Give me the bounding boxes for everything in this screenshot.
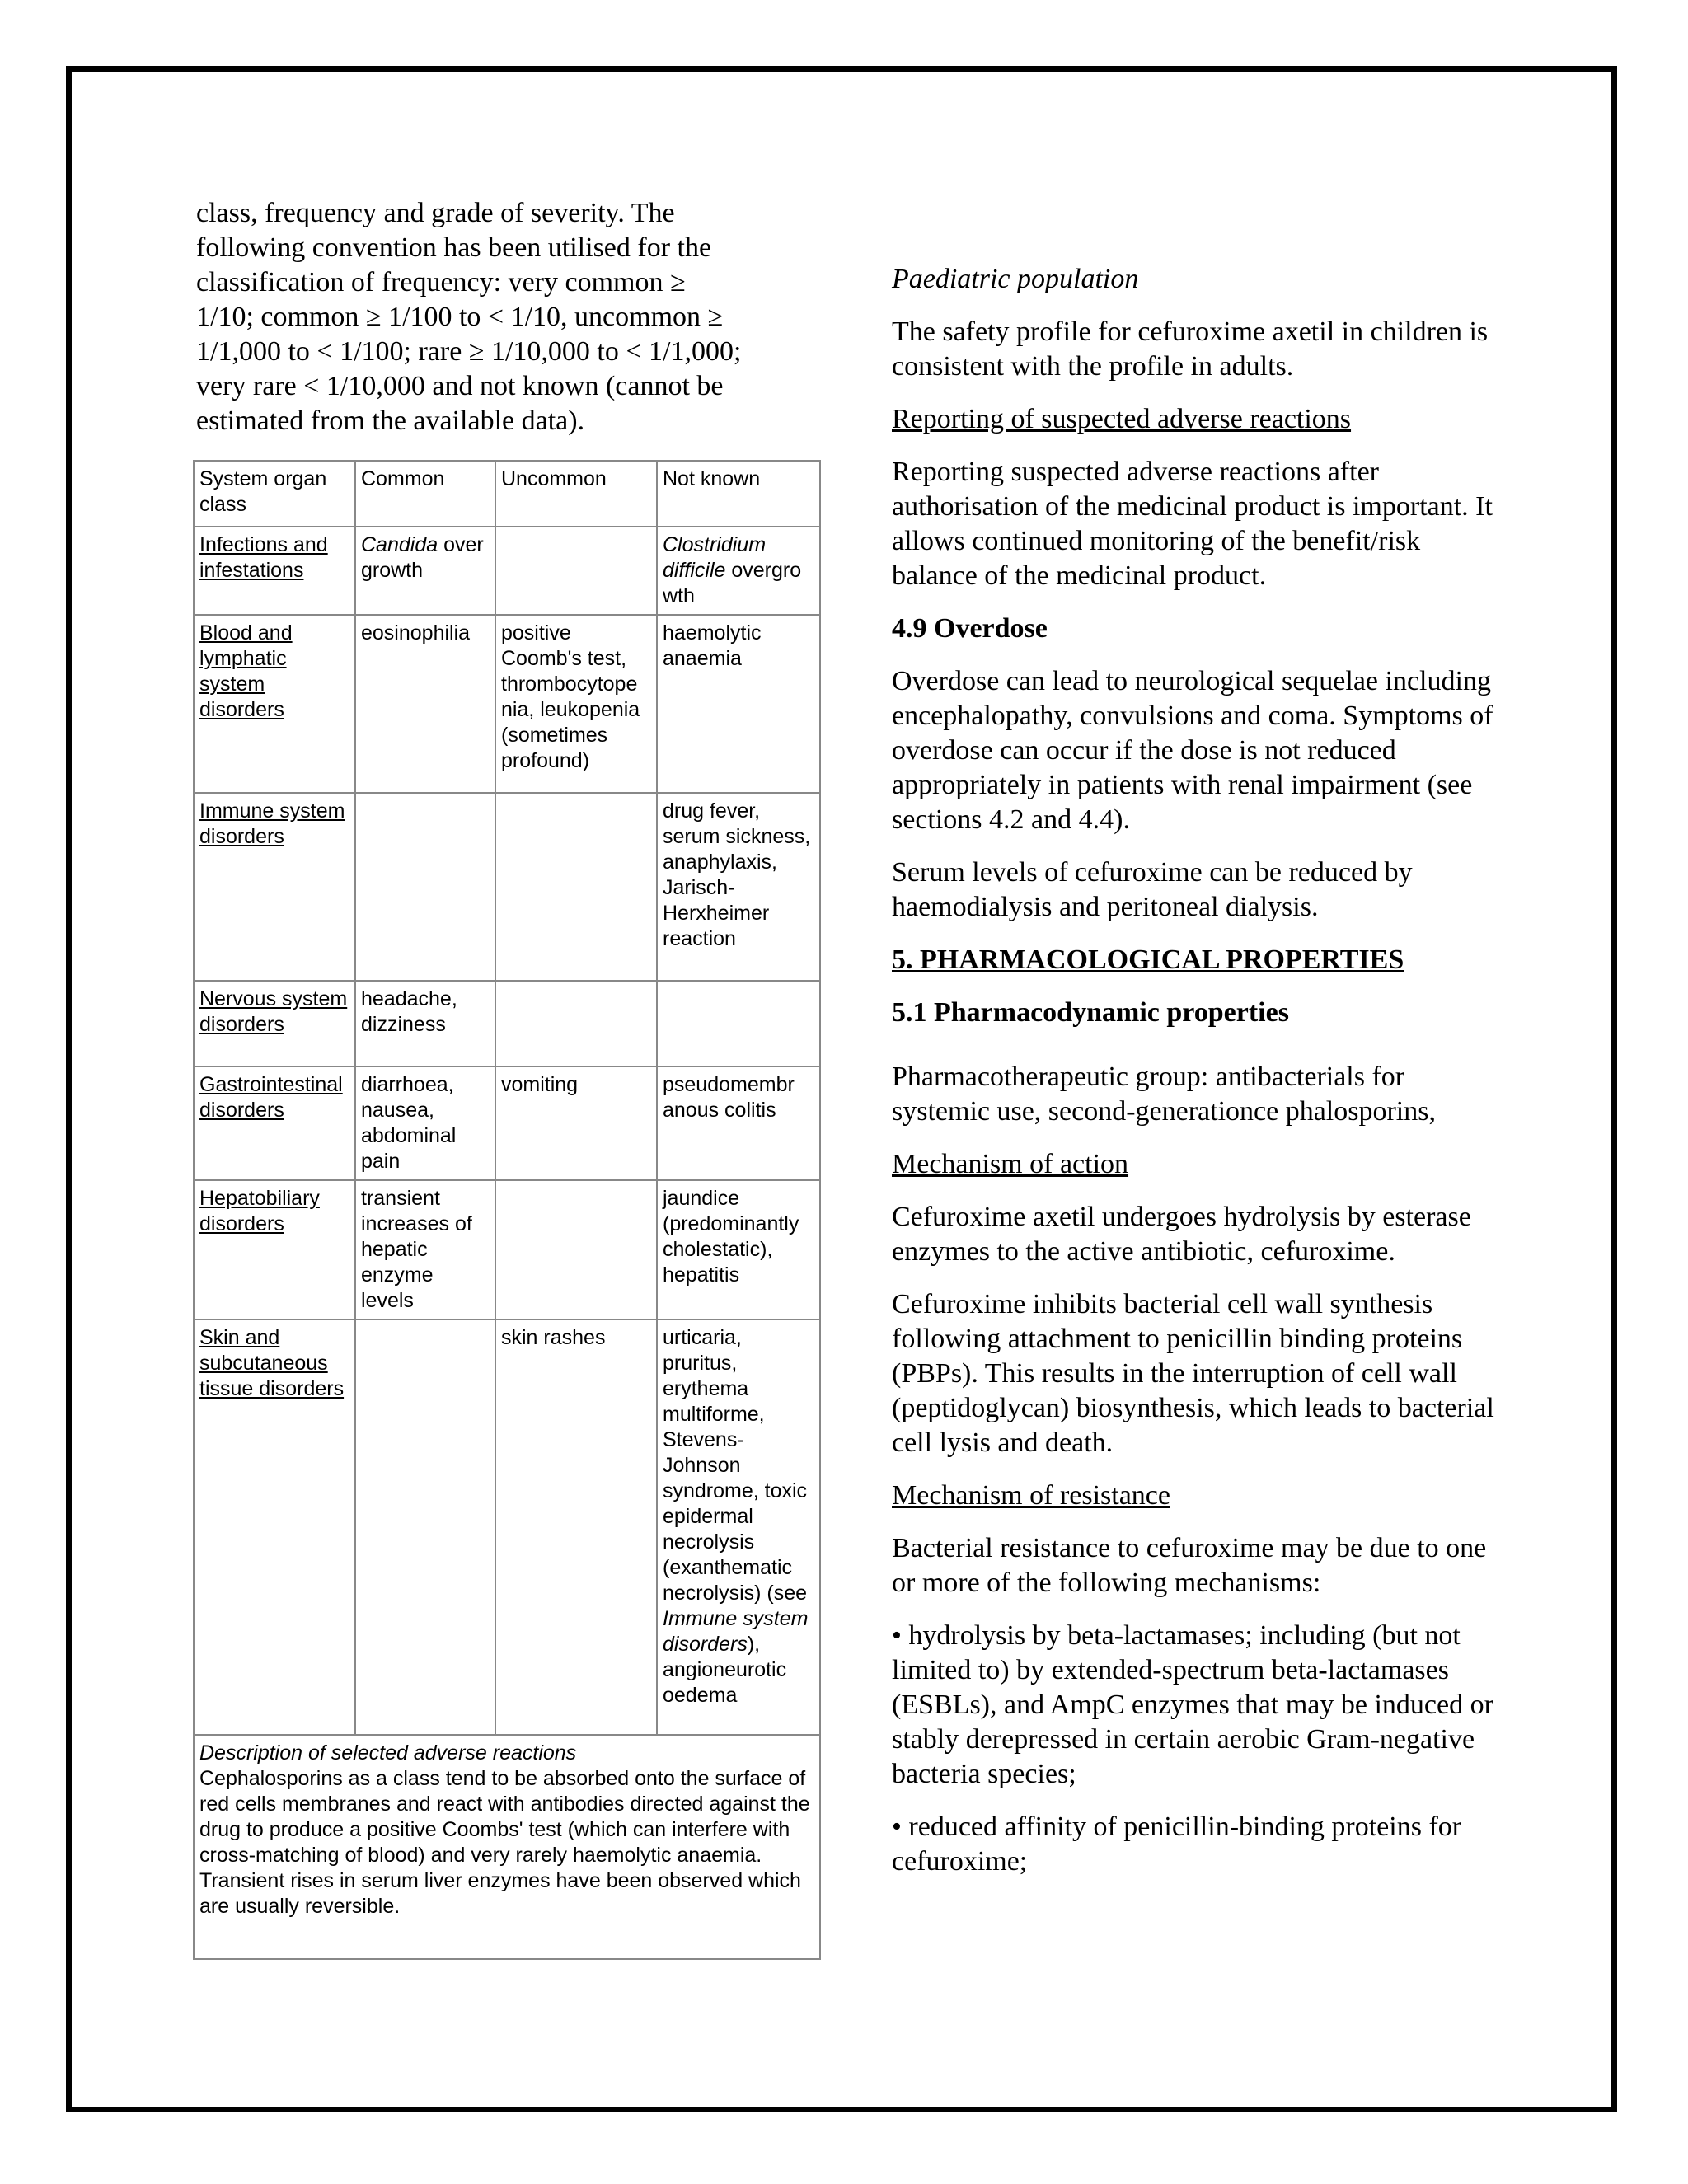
not-known-cell: haemolytic anaemia	[657, 615, 820, 793]
mor-text: Bacterial resistance to cefuroxime may be due to one or more of the following mechanisms:	[892, 1533, 1487, 1598]
uncommon-cell: positive Coomb's test, thrombocytope nia, leukopenia (sometimes profound)	[495, 615, 657, 793]
soc-cell: Infections and infestations	[194, 527, 355, 615]
italic-term: Candida	[361, 533, 438, 556]
table-row	[194, 1066, 820, 1180]
right-column	[892, 262, 1502, 1897]
paediatric-heading: Paediatric population	[892, 264, 1139, 294]
header-uncommon: Uncommon	[495, 461, 657, 527]
uncommon-cell	[495, 527, 657, 615]
frequency-convention-text	[196, 196, 823, 438]
not-known-cell: drug fever, serum sickness, anaphylaxis, Jarisch-Herxheimer reaction	[657, 793, 820, 981]
intro-line: classification of frequency: very common ≥	[196, 267, 686, 298]
italic-term: Immune system disorders	[663, 1607, 809, 1656]
overdose-heading: 4.9 Overdose	[892, 613, 1048, 644]
intro-line: following convention has been utilised for the	[196, 232, 712, 263]
table-row	[194, 793, 820, 981]
not-known-cell: pseudomembr anous colitis	[657, 1066, 820, 1180]
moa-text: Cefuroxime inhibits bacterial cell wall synthesis following attachment to penicillin binding proteins (PBPs). This results in the interruption of cell wall (peptidoglycan) biosynthesis, which leads to bacterial cell lysis and death.	[892, 1289, 1494, 1458]
common-cell: diarrhoea, nausea, abdominal pain	[355, 1066, 495, 1180]
table-row	[194, 527, 820, 615]
description-text: Transient rises in serum liver enzymes have been observed which are usually reversible.	[199, 1869, 801, 1918]
left-column	[196, 196, 823, 438]
uncommon-cell	[495, 793, 657, 981]
cell-text: over growth	[361, 533, 484, 582]
uncommon-cell	[495, 981, 657, 1066]
soc-cell: Gastrointestinal disorders	[194, 1066, 355, 1180]
cell-text: ), angioneurotic oedema	[663, 1633, 787, 1707]
reporting-heading: Reporting of suspected adverse reactions	[892, 404, 1352, 434]
moa-text: Cefuroxime axetil undergoes hydrolysis by esterase enzymes to the active antibiotic, cefuroxime.	[892, 1202, 1471, 1267]
description-text: Cephalosporins as a class tend to be absorbed onto the surface of red cells membranes and react with antibodies directed against the drug to produce a positive Coombs' test (which can interfere with cross-matching of blood) and very rarely haemolytic anaemia.	[199, 1767, 810, 1867]
section5-heading: 5. PHARMACOLOGICAL PROPERTIES	[892, 944, 1404, 975]
description-cell	[194, 1735, 820, 1959]
common-cell	[355, 527, 495, 615]
adverse-reactions-table	[193, 460, 821, 1960]
table-row	[194, 1319, 820, 1735]
not-known-cell	[657, 981, 820, 1066]
header-system-organ-class: System organ class	[194, 461, 355, 527]
section51-heading: 5.1 Pharmacodynamic properties	[892, 997, 1289, 1028]
intro-line: class, frequency and grade of severity. The	[196, 198, 675, 228]
table-header-row	[194, 461, 820, 527]
moa-heading: Mechanism of action	[892, 1149, 1129, 1179]
common-cell	[355, 1319, 495, 1735]
paediatric-text: The safety profile for cefuroxime axetil in children is consistent with the profile in adults.	[892, 316, 1489, 382]
common-cell	[355, 793, 495, 981]
resistance-bullet: • hydrolysis by beta-lactamases; including (but not limited to) by extended-spectrum beta-lactamases (ESBLs), and AmpC enzymes that may be induced or stably derepressed in certain aerobic Gram-negative bacteria species;	[892, 1620, 1493, 1789]
common-cell: eosinophilia	[355, 615, 495, 793]
intro-line: 1/10; common ≥ 1/100 to < 1/10, uncommon ≥	[196, 302, 724, 332]
overdose-text: Overdose can lead to neurological sequelae including encephalopathy, convulsions and coma. Symptoms of overdose can occur if the dose is not reduced appropriately in patients with renal impairment (see sections 4.2 and 4.4).	[892, 666, 1493, 835]
cell-text: urticaria, pruritus, erythema multiforme, Stevens-Johnson syndrome, toxic epidermal necrolysis (exanthematic necrolysis) (see	[663, 1326, 808, 1605]
table-row	[194, 981, 820, 1066]
overdose-text: Serum levels of cefuroxime can be reduced by haemodialysis and peritoneal dialysis.	[892, 857, 1413, 922]
cell-text: overgro wth	[663, 559, 802, 607]
uncommon-cell: vomiting	[495, 1066, 657, 1180]
header-common: Common	[355, 461, 495, 527]
intro-line: very rare < 1/10,000 and not known (cannot be	[196, 371, 724, 401]
soc-cell: Hepatobiliary disorders	[194, 1180, 355, 1319]
description-title: Description of selected adverse reactions	[199, 1741, 577, 1765]
pharmacotherapeutic-group: Pharmacotherapeutic group: antibacterials for systemic use, second-generationce phalosporins,	[892, 1062, 1436, 1127]
soc-cell: Skin and subcutaneous tissue disorders	[194, 1319, 355, 1735]
intro-line: 1/1,000 to < 1/100; rare ≥ 1/10,000 to < 1/1,000;	[196, 336, 742, 367]
not-known-cell: jaundice (predominantly cholestatic), hepatitis	[657, 1180, 820, 1319]
description-row	[194, 1735, 820, 1959]
italic-term: Clostridium difficile	[663, 533, 767, 582]
intro-line: estimated from the available data).	[196, 405, 585, 436]
uncommon-cell: skin rashes	[495, 1319, 657, 1735]
table-row	[194, 615, 820, 793]
not-known-cell	[657, 527, 820, 615]
reporting-text: Reporting suspected adverse reactions after authorisation of the medicinal product is important. It allows continued monitoring of the benefit/risk balance of the medicinal product.	[892, 457, 1493, 591]
uncommon-cell	[495, 1180, 657, 1319]
mor-heading: Mechanism of resistance	[892, 1480, 1170, 1511]
table-row	[194, 1180, 820, 1319]
resistance-bullet: • reduced affinity of penicillin-binding proteins for cefuroxime;	[892, 1811, 1462, 1877]
common-cell: headache, dizziness	[355, 981, 495, 1066]
soc-cell: Blood and lymphatic system disorders	[194, 615, 355, 793]
not-known-cell	[657, 1319, 820, 1735]
soc-cell: Immune system disorders	[194, 793, 355, 981]
soc-cell: Nervous system disorders	[194, 981, 355, 1066]
common-cell: transient increases of hepatic enzyme levels	[355, 1180, 495, 1319]
header-not-known: Not known	[657, 461, 820, 527]
